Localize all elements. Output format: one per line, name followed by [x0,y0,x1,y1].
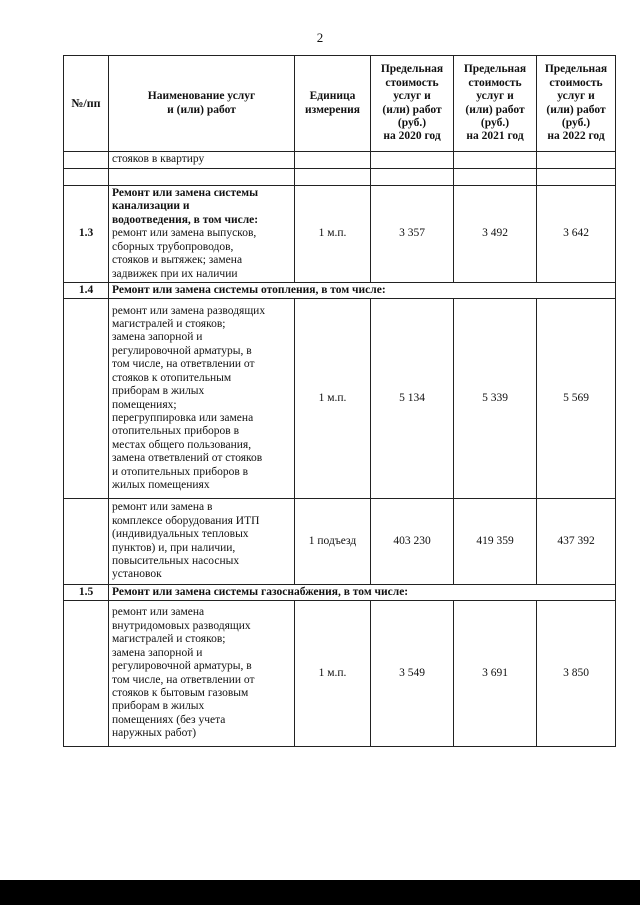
carryover-row [64,152,616,169]
row-price-2020: 3 357 [371,186,454,283]
row-unit: 1 м.п. [295,299,371,499]
spacer-row [64,169,616,186]
table-row [64,186,616,283]
row-price-2022: 437 392 [537,499,616,585]
scan-bottom-border [0,880,640,905]
carryover-name: стояков в квартиру [109,152,295,169]
row-name: ремонт или замена в комплексе оборудования ИТП (индивидуальных тепловых пунктов) и, при наличии, повысительных насосных установок [109,499,295,585]
header-name: Наименование услуг и (или) работ [109,56,295,152]
row-price-2020: 5 134 [371,299,454,499]
row-name: ремонт или замена внутридомовых разводящих магистралей и стояков; замена запорной и регулировочной арматуры, в том числе, на ответвлении от стояков к бытовым газовым приборам в жилых помещениях (без учета наружных работ) [109,601,295,747]
row-unit: 1 подъезд [295,499,371,585]
header-row [64,56,616,152]
row-price-2022: 5 569 [537,299,616,499]
row-price-2021: 3 492 [454,186,537,283]
section-row [64,585,616,601]
row-price-2022: 3 642 [537,186,616,283]
row-price-2020: 3 549 [371,601,454,747]
header-unit: Единица измерения [295,56,371,152]
header-price-2021: Предельная стоимость услуг и (или) работ (руб.) на 2021 год [454,56,537,152]
row-price-2022: 3 850 [537,601,616,747]
row-number: 1.3 [64,186,109,283]
row-name [109,186,295,283]
row-name-details: ремонт или замена выпусков, сборных трубопроводов, стояков и вытяжек; замена задвижек при их наличии [112,227,257,280]
header-price-2020: Предельная стоимость услуг и (или) работ (руб.) на 2020 год [371,56,454,152]
row-price-2021: 3 691 [454,601,537,747]
row-price-2021: 419 359 [454,499,537,585]
page-number: 2 [316,30,324,45]
table-row [64,299,616,499]
row-price-2021: 5 339 [454,299,537,499]
header-price-2022: Предельная стоимость услуг и (или) работ (руб.) на 2022 год [537,56,616,152]
row-unit: 1 м.п. [295,186,371,283]
row-unit: 1 м.п. [295,601,371,747]
section-row [64,283,616,299]
section-number: 1.5 [64,585,109,601]
section-title: Ремонт или замена системы газоснабжения, в том числе: [109,585,616,601]
table-row [64,601,616,747]
section-number: 1.4 [64,283,109,299]
header-num: №/пп [64,56,109,152]
row-price-2020: 403 230 [371,499,454,585]
row-name: ремонт или замена разводящих магистралей и стояков; замена запорной и регулировочной арматуры, в том числе, на ответвлении от стояков к отопительным приборам в жилых помещениях; перегруппировка или замена отопительных приборов в местах общего пользования, замена ответвлений от стояков и отопительных приборов в жилых помещениях [109,299,295,499]
row-name-title: Ремонт или замена системы канализации и водоотведения, в том числе: [112,187,259,226]
section-title: Ремонт или замена системы отопления, в том числе: [109,283,616,299]
table-row [64,499,616,585]
price-table [63,55,616,747]
